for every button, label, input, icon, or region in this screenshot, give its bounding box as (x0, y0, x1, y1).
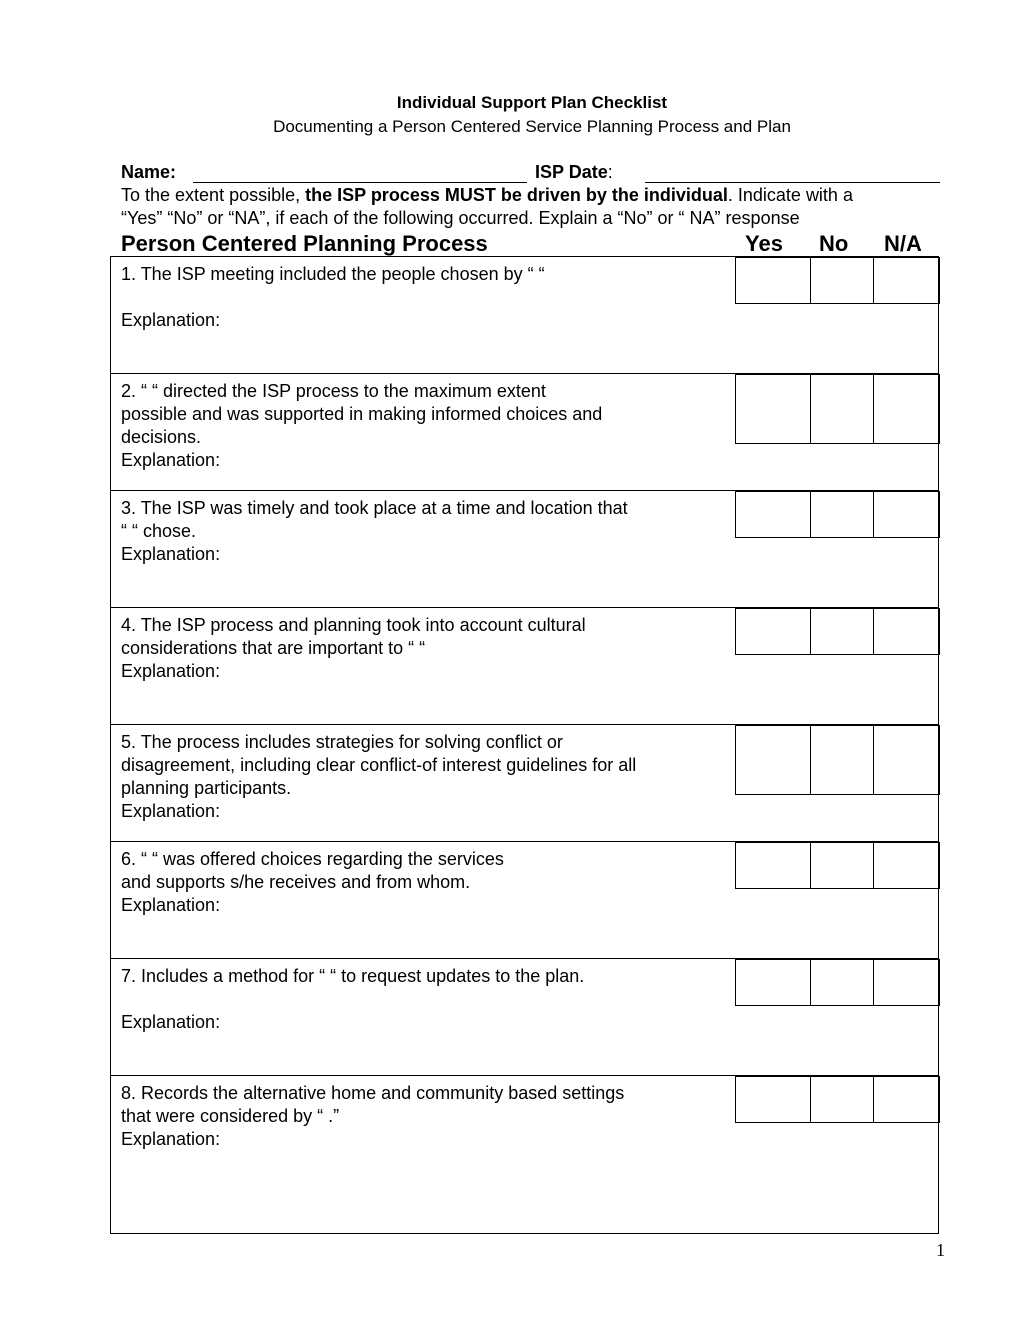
checklist-item (111, 842, 938, 959)
answer-box-na[interactable] (874, 375, 940, 443)
column-header-no: No (819, 231, 849, 256)
item-explanation-label: Explanation: (121, 1129, 221, 1149)
item-question-line: 8. Records the alternative home and community based settings (121, 1083, 625, 1103)
answer-boxes (735, 842, 940, 889)
checklist-item (111, 1076, 938, 1193)
isp-date-label: ISP Date: (535, 162, 613, 182)
item-explanation-label: Explanation: (121, 1012, 221, 1032)
document-title: Individual Support Plan Checklist (396, 93, 668, 112)
item-explanation-label: Explanation: (121, 801, 221, 821)
answer-box-no[interactable] (811, 960, 875, 1005)
intro-line-2: “Yes” “No” or “NA”, if each of the following occurred. Explain a “No” or “ NA” response (121, 208, 800, 228)
answer-box-yes[interactable] (736, 1077, 811, 1122)
answer-boxes (735, 491, 940, 538)
checklist-item (111, 374, 938, 491)
item-explanation-label: Explanation: (121, 661, 221, 681)
answer-box-na[interactable] (874, 843, 940, 888)
item-question-line: 7. Includes a method for “ “ to request updates to the plan. (121, 966, 585, 986)
answer-box-na[interactable] (874, 609, 940, 654)
item-explanation-label: Explanation: (121, 544, 221, 564)
answer-box-na[interactable] (874, 1077, 940, 1122)
item-question-line: that were considered by “ .” (121, 1106, 340, 1126)
answer-box-na[interactable] (874, 258, 940, 303)
answer-box-yes[interactable] (736, 609, 811, 654)
answer-box-yes[interactable] (736, 492, 811, 537)
item-question-line: 4. The ISP process and planning took into account cultural (121, 615, 586, 635)
item-question-line: possible and was supported in making informed choices and (121, 404, 603, 424)
document-subtitle: Documenting a Person Centered Service Planning Process and Plan (273, 117, 791, 136)
checklist-table (110, 256, 939, 1234)
item-question-line: 3. The ISP was timely and took place at a time and location that (121, 498, 628, 518)
item-question-line: 1. The ISP meeting included the people chosen by “ “ (121, 264, 545, 284)
item-question-line: decisions. (121, 427, 202, 447)
checklist-item (111, 725, 938, 842)
answer-box-yes[interactable] (736, 375, 811, 443)
item-question-line: planning participants. (121, 778, 292, 798)
item-question-line: “ “ chose. (121, 521, 197, 541)
answer-boxes (735, 608, 940, 655)
answer-box-no[interactable] (811, 843, 875, 888)
answer-box-no[interactable] (811, 258, 875, 303)
answer-box-yes[interactable] (736, 258, 811, 303)
answer-box-no[interactable] (811, 609, 875, 654)
intro-line-1: To the extent possible, the ISP process MUST be driven by the individual. Indicate with a (121, 185, 853, 205)
answer-boxes (735, 1076, 940, 1123)
name-field-line[interactable] (193, 182, 527, 183)
column-header-yes: Yes (745, 231, 783, 256)
checklist-item (111, 257, 938, 374)
isp-date-field-line[interactable] (645, 182, 940, 183)
answer-box-yes[interactable] (736, 960, 811, 1005)
item-explanation-label: Explanation: (121, 310, 221, 330)
answer-box-yes[interactable] (736, 726, 811, 794)
answer-boxes (735, 374, 940, 444)
answer-boxes (735, 959, 940, 1006)
answer-box-no[interactable] (811, 726, 875, 794)
answer-box-yes[interactable] (736, 843, 811, 888)
answer-box-na[interactable] (874, 492, 940, 537)
answer-box-no[interactable] (811, 492, 875, 537)
item-question-line: disagreement, including clear conflict-of interest guidelines for all (121, 755, 637, 775)
item-question-line: 2. “ “ directed the ISP process to the maximum extent (121, 381, 546, 401)
answer-box-no[interactable] (811, 1077, 875, 1122)
item-explanation-label: Explanation: (121, 895, 221, 915)
column-header-na: N/A (884, 231, 922, 256)
item-question-line: and supports s/he receives and from whom. (121, 872, 471, 892)
answer-box-na[interactable] (874, 960, 940, 1005)
item-explanation-label: Explanation: (121, 450, 221, 470)
section-heading: Person Centered Planning Process (121, 231, 488, 256)
checklist-item (111, 491, 938, 608)
checklist-item (111, 959, 938, 1076)
answer-boxes (735, 725, 940, 795)
answer-boxes (735, 257, 940, 304)
item-question-line: considerations that are important to “ “ (121, 638, 426, 658)
name-label: Name: (121, 162, 177, 182)
item-question-line: 5. The process includes strategies for solving conflict or (121, 732, 563, 752)
checklist-item (111, 608, 938, 725)
answer-box-no[interactable] (811, 375, 875, 443)
page-number: 1 (936, 1240, 945, 1260)
answer-box-na[interactable] (874, 726, 940, 794)
item-question-line: 6. “ “ was offered choices regarding the services (121, 849, 504, 869)
